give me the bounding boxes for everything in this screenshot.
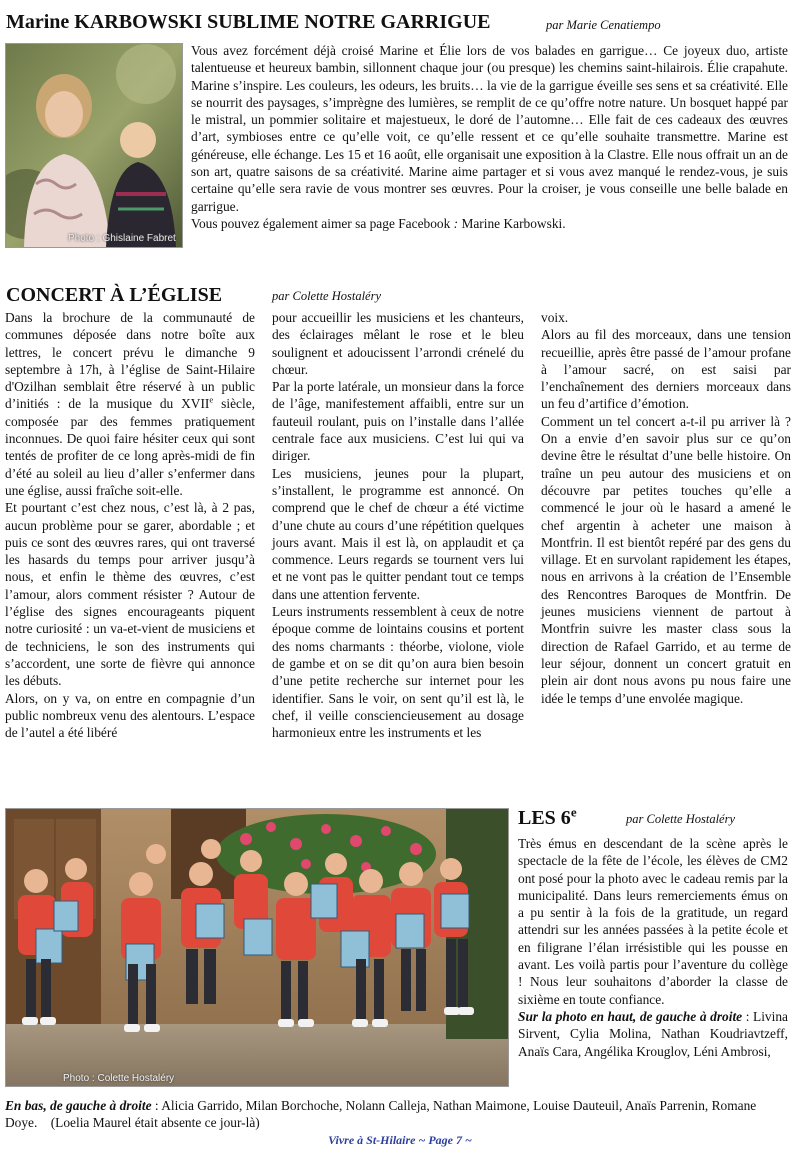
concert-col1-p3: Alors, on y va, on entre en compagnie d’un public nombreux venu des alentours. L’espace de l’autel a été libéré <box>5 690 255 741</box>
marine-facebook-prefix: Vous pouvez également aimer sa page Facebook <box>191 215 451 231</box>
marine-photo-credit: Photo : Ghislaine Fabret <box>68 233 176 244</box>
sixiemes-article-byline: par Colette Hostaléry <box>626 812 736 826</box>
concert-column-3 <box>541 309 791 707</box>
concert-col1-p2: Et pourtant c’est chez nous, c’est là, à 2 pas, aucun problème pour se garer, abordable ; et puis ce sont des œuvres rares, qui ont traversé les hasards du temps pour arriver jusqu’à nous, et enfin le thème des œuvres, c’est l’amour, alors comment résister ? Autour de l’église des signes encourageants piquent notre curiosité : un va-et-vient de musiciens et de techniciens, le son des instruments qui s’accordent, une sorte de fièvre qui annonce les débuts. <box>5 500 255 689</box>
sixiemes-paragraph: Très émus en descendant de la scène après le spectacle de la fête de l’école, les élèves de CM2 ont posé pour la photo avec le cadeau remis par la municipalité. Dans leurs remerciements émus on a pu sentir à la fois de la gratitude, un regard attendri sur les années passées à la petite école et en filigrane l’élan irrésistible qui les pousse en avant. Les voilà partis pour l’aventure du collège ! Nous leur souhaitons d’aborder la classe de sixième en toute confiance. <box>518 836 788 1007</box>
sixiemes-article-title: LES 6e <box>518 804 577 829</box>
sixiemes-article-body <box>518 835 788 1060</box>
concert-col1-p1: Dans la brochure de la communauté de communes déposée dans notre boîte aux lettres, le concert prévu le dimanche 9 septembre à 17h, à l’église de Saint-Hilaire d'Ozilhan semblait être réservé à un public d’initiés : de la musique du XVIIe siècle, composée par des femmes pratiquement inconnues. De quoi faire hésiter ceux qui sont tentés de profiter de ce long après-midi de fin d’été au soleil au lieu d’aller s’enfermer dans une église, aussi fraîche soit-elle. <box>5 310 255 498</box>
sixiemes-top-caption <box>518 1008 788 1060</box>
marine-photo <box>5 43 183 248</box>
sixiemes-top-caption-label: Sur la photo en haut, de gauche à droite <box>518 1008 743 1024</box>
class-photo <box>5 808 509 1087</box>
concert-col3-p2: Alors au fil des morceaux, dans une tension recueillie, après être passé de l’amour profane à l’amour sacré, on est saisi par l’enchaînement des derniers morceaux dans un feu d’artifice d’émotion. <box>541 327 791 412</box>
class-photo-credit: Photo : Colette Hostaléry <box>63 1073 175 1084</box>
sixiemes-bottom-caption <box>5 1097 788 1132</box>
concert-article-title: CONCERT À L’ÉGLISE <box>6 284 223 306</box>
marine-article-byline: par Marie Cenatiempo <box>546 18 661 32</box>
marine-facebook-line <box>191 215 788 232</box>
sixiemes-bottom-caption-names: : Alicia Garrido, Milan Borchoche, Nolann Calleja, Nathan Maimone, Louise Dauteuil, Anaïs Parrenin, Romane Doye. <box>5 1098 757 1131</box>
marine-facebook-name: Marine Karbowski. <box>461 215 566 231</box>
concert-col2-p1: pour accueillir les musiciens et les chanteurs, des éclairages mêlant le rose et le bleu soulignent et adoucissent l’arrondi crénelé du chœur. <box>272 310 524 377</box>
marine-article-body <box>191 42 788 232</box>
page-footer: Vivre à St-Hilaire ~ Page 7 ~ <box>328 1133 472 1147</box>
concert-column-1 <box>5 309 255 741</box>
marine-photo-illustration <box>6 44 182 247</box>
concert-column-2 <box>272 309 524 741</box>
concert-col3-p3: Comment un tel concert a-t-il pu arriver là ? On a envie d’en savoir plus sur ce qu’on devine être le résultat d’une belle histoire. On traîne un peu autour des musiciens et on découvre par petites touches qu’elle a commencé le jour où le hasard a amené le chef argentin à acheter une maison à Montfrin. Il est bientôt repéré par des gens du village. Et en survolant rapidement les étapes, nous en arrivons à la création de l’Ensemble des Rencontres Baroques de Montfrin. De jeunes musiciens viennent de partout à Montfrin suivre les master class sous la direction de Rafael Garrido, et au terme de leur séjour, donnent un concert gratuit en plein air dont nous avons pu nous faire une idée le temps d’une envolée magique. <box>541 413 791 706</box>
sixiemes-top-caption-names: : Livina Sirvent, Cylia Molina, Nathan Koudriavtzeff, Anaïs Cara, Angélika Krouglov, Léni Ambrosi, <box>518 1008 788 1059</box>
concert-col2-p4: Leurs instruments ressemblent à ceux de notre époque comme de lointains cousins et portent des noms charmants : théorbe, violone, viole de gambe et on se dit qu’on aura bien besoin d’une petite recherche sur internet pour les identifier. Sans le voir, on sent qu’il est là, le chef, il veille consciencieusement au dosage harmonieux entre les instruments et les <box>272 604 524 741</box>
concert-col2-p3: Les musiciens, jeunes pour la plupart, s’installent, le programme est annoncé. On comprend que le chef de chœur a été victime d’une chute au cours d’une répétition quelques jours avant. Mais il est là, on applaudit et ça commence. Leurs regards se tournent vers lui et ne vont pas le quitter pendant tout ce temps dans une attention fervente. <box>272 465 524 602</box>
sixiemes-bottom-caption-label: En bas, de gauche à droite <box>5 1098 152 1113</box>
concert-article-byline: par Colette Hostaléry <box>272 289 382 303</box>
marine-facebook-sep: : <box>450 215 462 231</box>
concert-col3-p1: voix. <box>541 310 569 325</box>
marine-paragraph: Vous avez forcément déjà croisé Marine et Élie lors de vos balades en garrigue… Ce joyeux duo, artiste talentueuse et heureux bambin, sillonnent chaque jour (ou presque) les chemins saint-hilairois. Élie crapahute. Marine s’inspire. Les couleurs, les odeurs, les bruits… la vie de la garrigue éveille ses sens et sa créativité. Elle se nourrit des paysages, s’imprègne des lumières, se remplit de ce qu’offre notre nature. Un bosquet happé par le mistral, un pommier solitaire et majestueux, le doré de l’automne… Elle fait de ces cadeaux des œuvres d’art, symbioses entre ce qu’elle voit, ce qu’elle ressent et ce qu’elle souhaite transmettre. Marine est généreuse, elle échange. Les 15 et 16 août, elle organisait une exposition à la Clastre. Elle nous offrait un an de son art, quatre saisons de sa créativité. Marine aime partager et si vous avez manqué le rendez-vous, je suis certaine qu’elle sera ravie de vous montrer ses œuvres. Pour la croiser, je vous conseille une belle balade en garrigue. <box>191 43 788 214</box>
concert-col2-p2: Par la porte latérale, un monsieur dans la force de l’âge, manifestement affaibli, entre sur un fauteuil roulant, puis on l’installe dans l’allée centrale face aux musiciens. C’est lui qui va diriger. <box>272 379 524 464</box>
marine-article-title: Marine KARBOWSKI SUBLIME NOTRE GARRIGUE <box>6 11 491 33</box>
class-photo-illustration <box>6 809 508 1086</box>
sixiemes-absent-note: (Loelia Maurel était absente ce jour-là) <box>50 1115 260 1131</box>
